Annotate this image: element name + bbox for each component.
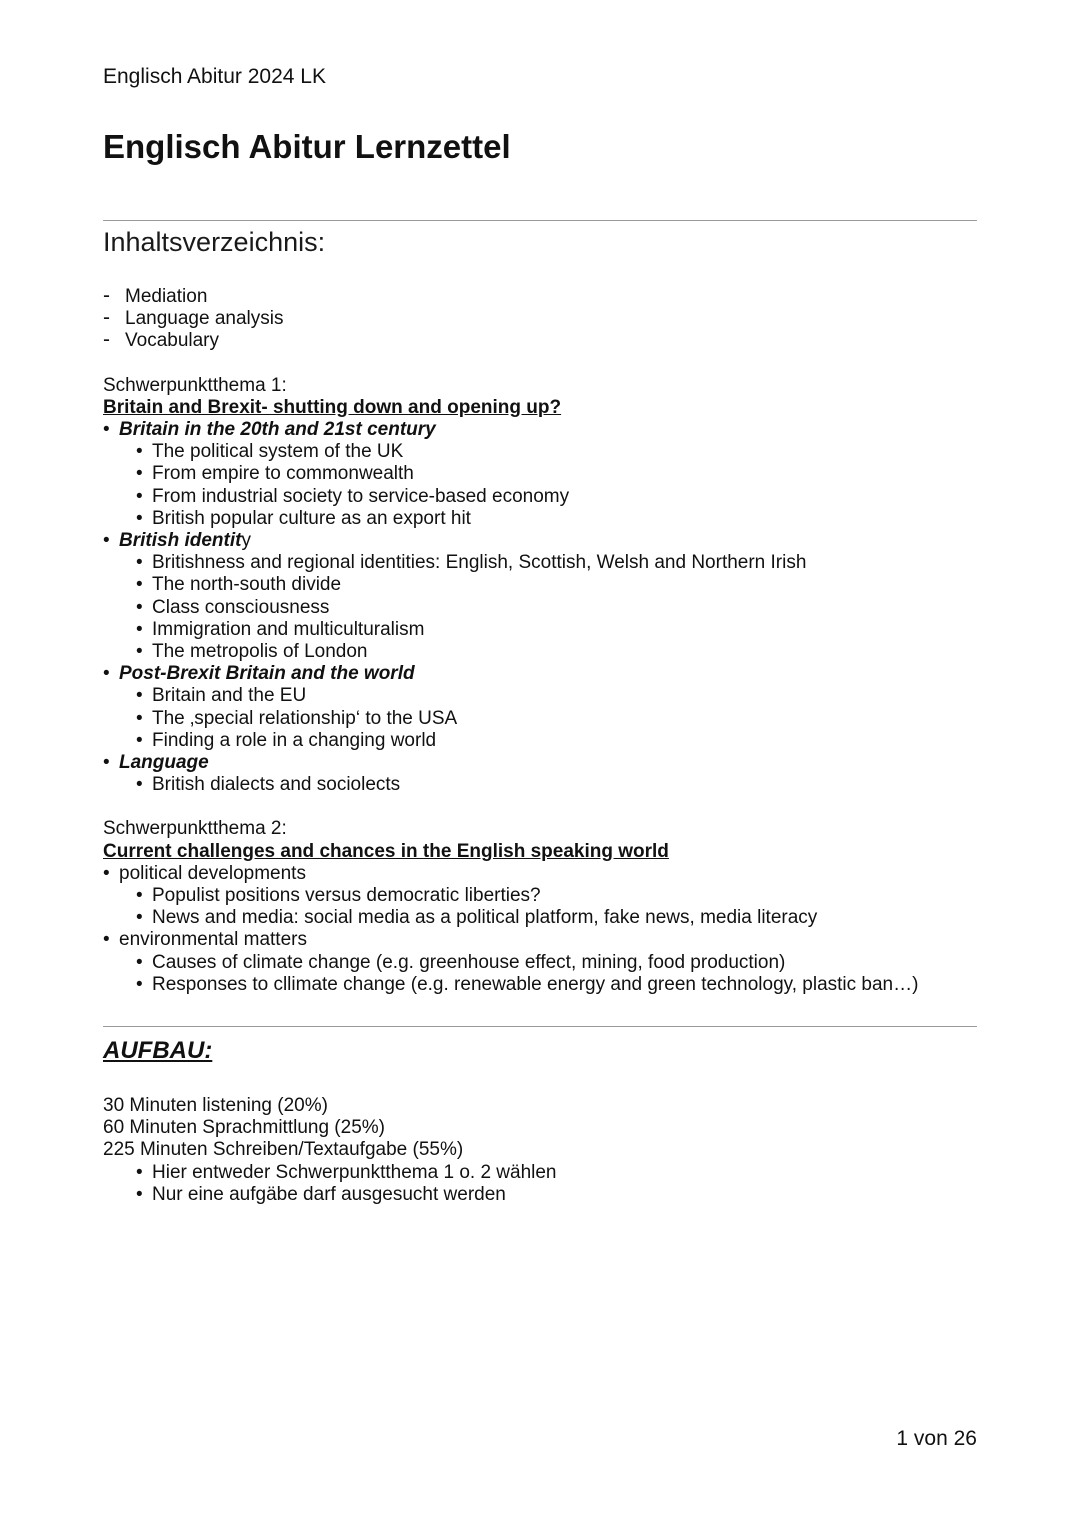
page-title: Englisch Abitur Lernzettel bbox=[103, 128, 511, 165]
theme1-section-heading: • Britain in the 20th and 21st century bbox=[103, 419, 436, 441]
dash-glyph: - bbox=[103, 306, 110, 330]
toc-dash-item: - Mediation bbox=[103, 284, 208, 307]
theme2-section-heading: • environmental matters bbox=[103, 929, 307, 951]
toc-heading: Inhaltsverzeichnis: bbox=[103, 227, 326, 257]
bullet-glyph: • bbox=[103, 862, 110, 884]
list-item: • Hier entweder Schwerpunktthema 1 o. 2 wählen bbox=[136, 1161, 557, 1183]
bullet-glyph: • bbox=[136, 951, 143, 973]
list-item: • Causes of climate change (e.g. greenhouse effect, mining, food production) bbox=[136, 951, 786, 973]
bullet-glyph: • bbox=[136, 685, 143, 707]
list-item: • The political system of the UK bbox=[136, 441, 404, 463]
bullet-glyph: • bbox=[136, 463, 143, 485]
theme2-title: Current challenges and chances in the English speaking world bbox=[103, 840, 669, 862]
theme1-section-heading: • Post-Brexit Britain and the world bbox=[103, 663, 415, 685]
theme1-section-heading: • British identity bbox=[103, 530, 251, 552]
list-item: • Britishness and regional identities: English, Scottish, Welsh and Northern Irish bbox=[136, 552, 807, 574]
list-item: • Finding a role in a changing world bbox=[136, 729, 437, 751]
list-item: • News and media: social media as a political platform, fake news, media literacy bbox=[136, 907, 818, 929]
toc-content bbox=[103, 286, 983, 996]
list-item: • Britain and the EU bbox=[136, 685, 307, 707]
toc-dash-item: - Language analysis bbox=[103, 306, 284, 330]
theme1-label: Schwerpunktthema 1: bbox=[103, 374, 287, 396]
list-item: • Nur eine aufgäbe darf ausgesucht werden bbox=[136, 1183, 506, 1205]
theme2-label: Schwerpunktthema 2: bbox=[103, 818, 287, 840]
bullet-glyph: • bbox=[103, 419, 110, 441]
divider-top bbox=[103, 220, 977, 221]
bullet-glyph: • bbox=[103, 929, 110, 951]
bullet-glyph: • bbox=[136, 729, 143, 751]
list-item: • The ‚special relationship‘ to the USA bbox=[136, 707, 458, 729]
bullet-glyph: • bbox=[136, 641, 143, 663]
list-item: • British dialects and sociolects bbox=[136, 774, 401, 796]
bullet-glyph: • bbox=[103, 663, 110, 685]
aufbau-content bbox=[103, 1095, 983, 1206]
theme2-section-heading: • political developments bbox=[103, 862, 306, 884]
bullet-glyph: • bbox=[136, 552, 143, 574]
list-item: • From empire to commonwealth bbox=[136, 463, 414, 485]
list-item: • Responses to cllimate change (e.g. renewable energy and green technology, plastic ban…) bbox=[136, 973, 919, 995]
bullet-glyph: • bbox=[103, 752, 110, 774]
divider-bottom bbox=[103, 1026, 977, 1027]
running-head: Englisch Abitur 2024 LK bbox=[103, 65, 326, 88]
bullet-glyph: • bbox=[136, 885, 143, 907]
list-item: • British popular culture as an export hit bbox=[136, 507, 471, 529]
bullet-glyph: • bbox=[136, 485, 143, 507]
bullet-glyph: • bbox=[136, 507, 143, 529]
list-item: • The north-south divide bbox=[136, 574, 342, 596]
bullet-glyph: • bbox=[136, 907, 143, 929]
dash-glyph: - bbox=[103, 328, 110, 352]
list-item: • Class consciousness bbox=[136, 596, 330, 618]
theme1-title: Britain and Brexit- shutting down and opening up? bbox=[103, 396, 562, 418]
list-item: • Immigration and multiculturalism bbox=[136, 618, 425, 640]
bullet-glyph: • bbox=[136, 1183, 143, 1205]
bullet-glyph: • bbox=[136, 973, 143, 995]
aufbau-line: 225 Minuten Schreiben/Textaufgabe (55%) bbox=[103, 1139, 464, 1161]
bullet-glyph: • bbox=[136, 618, 143, 640]
theme1-section-heading: • Language bbox=[103, 752, 209, 774]
aufbau-line: 60 Minuten Sprachmittlung (25%) bbox=[103, 1117, 385, 1139]
list-item: • From industrial society to service-based economy bbox=[136, 485, 570, 507]
aufbau-line: 30 Minuten listening (20%) bbox=[103, 1095, 328, 1116]
bullet-glyph: • bbox=[136, 774, 143, 796]
bullet-glyph: • bbox=[136, 574, 143, 596]
toc-dash-item: - Vocabulary bbox=[103, 328, 220, 352]
aufbau-heading: AUFBAU: bbox=[103, 1037, 213, 1064]
list-item: • The metropolis of London bbox=[136, 641, 368, 663]
list-item: • Populist positions versus democratic liberties? bbox=[136, 885, 541, 907]
bullet-glyph: • bbox=[136, 596, 143, 618]
bullet-glyph: • bbox=[136, 707, 143, 729]
page-number: 1 von 26 bbox=[896, 1427, 977, 1450]
dash-glyph: - bbox=[103, 284, 110, 307]
bullet-glyph: • bbox=[136, 441, 143, 463]
bullet-glyph: • bbox=[136, 1161, 143, 1183]
bullet-glyph: • bbox=[103, 530, 110, 552]
